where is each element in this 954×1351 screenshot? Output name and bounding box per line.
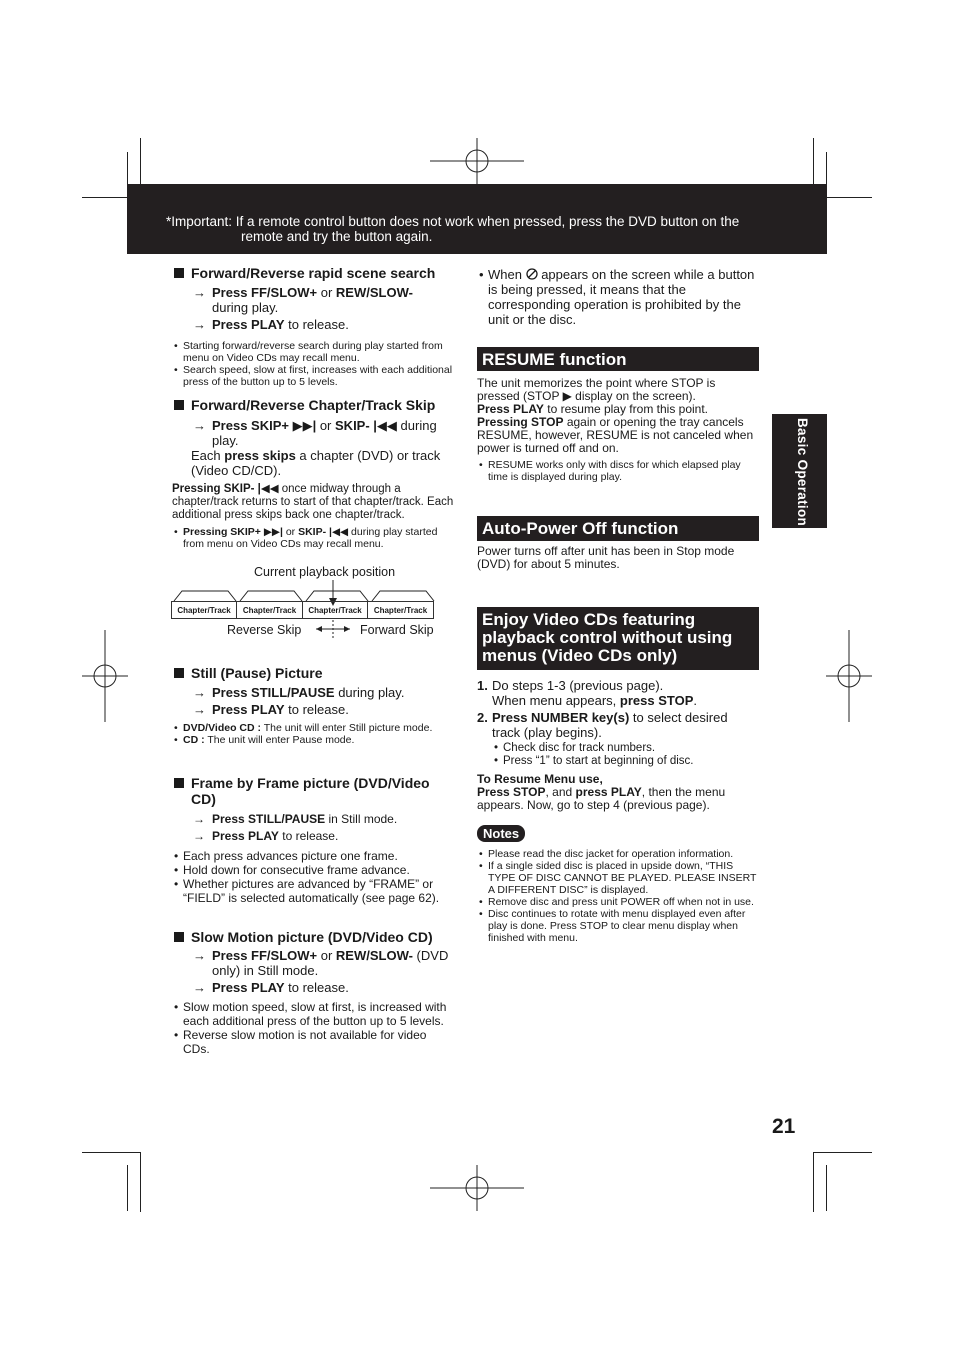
reverse-skip-label: Reverse Skip [227, 623, 302, 637]
frame-section [172, 775, 456, 905]
skip-section [172, 397, 456, 550]
prohibit-icon [526, 268, 538, 280]
still-heading: Still (Pause) Picture [172, 665, 456, 681]
notes-item-1: • Please read the disc jacket for operation information. [479, 848, 734, 860]
ffrew-note-2: • Search speed, slow at first, increases with each additional press of the button up to 5 levels. [174, 364, 453, 388]
vcd-sub-1: • Check disc for track numbers. [494, 742, 656, 754]
resume-p1: The unit memorizes the point where STOP is pressed (STOP ▶ display on the screen). [477, 376, 716, 403]
ffrew-step-1: → Press FF/SLOW+ or REW/SLOW- during play. [193, 285, 413, 315]
skip-step-1: → Press SKIP+ ▶▶| or SKIP- |◀◀ during play. [193, 418, 437, 448]
slow-note-1: • Slow motion speed, slow at first, is increased with each additional press of the button up to 5 levels. [174, 1000, 447, 1028]
banner-line-1: *Important: If a remote control button does not work when pressed, press the DVD button on the [166, 214, 740, 229]
notes-section [477, 825, 759, 944]
notes-item-2: • If a single sided disc is placed in upside down, “THIS TYPE OF DISC CANNOT BE PLAYED. PLEASE INSERT A DIFFERENT DISC” is displayed. [479, 860, 757, 896]
notes-badge: Notes [477, 825, 525, 842]
resume-p2: Press PLAY to resume play from this point. [477, 402, 709, 416]
vcd-sub-2: • Press “1” to start at beginning of disc. [494, 755, 694, 767]
registration-mark-top [430, 138, 524, 184]
slow-step-2: → Press PLAY to release. [193, 980, 349, 995]
autopower-title: Auto-Power Off function [477, 516, 759, 541]
ffrew-section [172, 265, 456, 388]
frame-note-1: • Each press advances picture one frame. [174, 849, 398, 863]
chapter-box-3: Chapter/Track [302, 601, 368, 619]
slow-section [172, 929, 456, 1056]
resume-body [477, 377, 757, 483]
skip-each: Each press skips a chapter (DVD) or track (Video CD/CD). [191, 448, 441, 478]
current-position-label: Current playback position [254, 565, 396, 579]
skip-note: • Pressing SKIP+ ▶▶| or SKIP- |◀◀ during play started from menu on Video CDs may recall menu. [174, 526, 438, 550]
vcd-body [477, 678, 759, 812]
registration-mark-bottom [430, 1165, 524, 1211]
autopower-body: Power turns off after unit has been in Stop mode (DVD) for about 5 minutes. [477, 544, 735, 571]
resume-p3: Pressing STOP again or opening the tray cancels RESUME, however, RESUME is not canceled when power is turned off and on. [477, 415, 754, 455]
vcd-step-2: 2. Press NUMBER key(s) to select desired track (play begins). [477, 710, 728, 740]
slow-note-2: • Reverse slow motion is not available for video CDs. [174, 1028, 427, 1056]
banner-line-2: remote and try the button again. [241, 229, 433, 244]
page-number: 21 [772, 1115, 796, 1138]
still-step-2: → Press PLAY to release. [193, 702, 349, 717]
slow-step-1: → Press FF/SLOW+ or REW/SLOW- (DVD only) in Still mode. [193, 948, 449, 978]
frame-step-1: → Press STILL/PAUSE in Still mode. [193, 812, 398, 826]
frame-step-2: → Press PLAY to release. [193, 829, 339, 843]
vcd-resume-text: Press STOP, and press PLAY, then the menu appears. Now, go to step 4 (previous page). [477, 785, 726, 812]
important-banner [127, 184, 827, 254]
notes-item-4: • Disc continues to rotate with menu displayed even after play is done. Press STOP to clear menu display when finished with menu. [479, 908, 746, 944]
vcd-title: Enjoy Video CDs featuring playback control without using menus (Video CDs only) [477, 607, 759, 670]
forward-skip-label: Forward Skip [360, 623, 434, 637]
frame-note-3: • Whether pictures are advanced by “FRAME” or “FIELD” is selected automatically (see page 62). [174, 877, 440, 905]
still-step-1: → Press STILL/PAUSE during play. [193, 685, 405, 700]
vcd-resume-heading: To Resume Menu use, [477, 772, 603, 786]
vcd-step-1: 1. Do steps 1-3 (previous page). When menu appears, press STOP. [477, 678, 697, 708]
resume-title: RESUME function [477, 347, 759, 371]
ffrew-step-2: → Press PLAY to release. [193, 317, 349, 332]
still-section [172, 665, 456, 746]
chapter-box-4: Chapter/Track [367, 601, 434, 619]
skip-heading: Forward/Reverse Chapter/Track Skip [172, 397, 456, 413]
side-tab-label: Basic Operation [795, 418, 810, 527]
frame-note-2: • Hold down for consecutive frame advance. [174, 863, 410, 877]
ffrew-heading: Forward/Reverse rapid scene search [172, 265, 456, 281]
slow-heading: Slow Motion picture (DVD/Video CD) [172, 929, 456, 945]
frame-heading: Frame by Frame picture (DVD/Video CD) [172, 775, 456, 807]
chapter-box-2: Chapter/Track [236, 601, 303, 619]
skip-pressing: Pressing SKIP- |◀◀ once midway through a chapter/track returns to start of that chapter/track. Each additional press skips back one chapter/track. [172, 483, 454, 521]
registration-mark-right [826, 630, 872, 722]
resume-note: • RESUME works only with discs for which elapsed play time is displayed during play. [479, 459, 741, 483]
ffrew-note-1: • Starting forward/reverse search during play started from menu on Video CDs may recall menu. [174, 340, 443, 364]
registration-mark-left [82, 630, 128, 722]
still-note-2: • CD : The unit will enter Pause mode. [174, 734, 355, 746]
notes-item-3: • Remove disc and press unit POWER off when not in use. [479, 896, 754, 908]
side-tab [772, 414, 827, 528]
still-note-1: • DVD/Video CD : The unit will enter Still picture mode. [174, 722, 433, 734]
prohibit-note: • When appears on the screen while a button is being pressed, it means that the corresponding operation is prohibited by the unit or the disc. [479, 267, 755, 327]
chapter-box-1: Chapter/Track [171, 601, 237, 619]
